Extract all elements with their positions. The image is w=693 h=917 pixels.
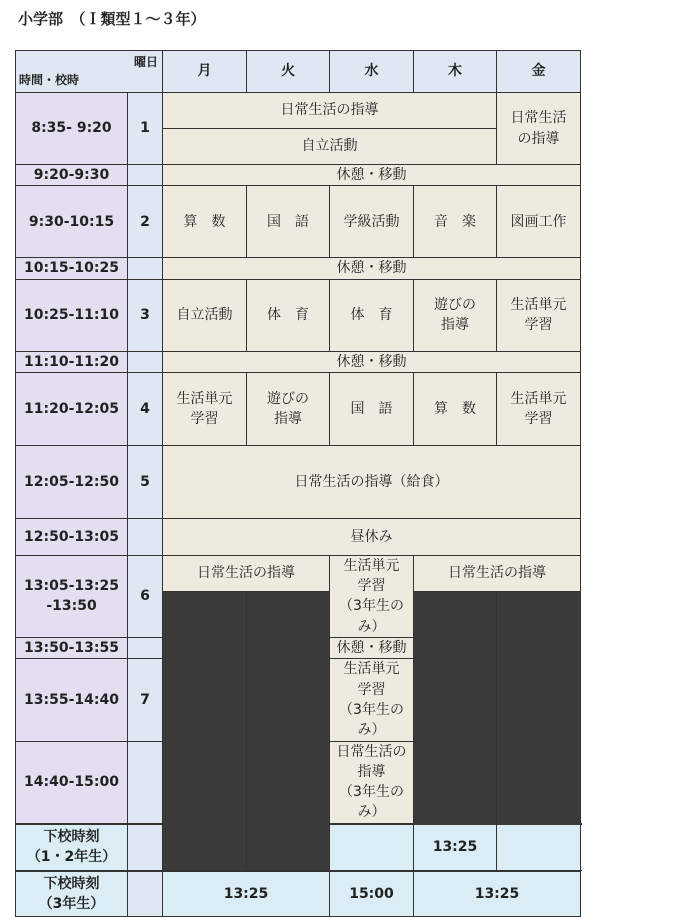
time-p2: 9:30-10:15 xyxy=(16,186,128,258)
time-p6 xyxy=(16,555,128,637)
no-class-mon xyxy=(163,591,247,870)
jikan-label: 時間・校時 xyxy=(19,72,80,87)
p6-wed xyxy=(330,555,414,637)
p1-fri xyxy=(497,93,581,165)
p8-wed xyxy=(330,741,414,824)
p3-tue: 体 育 xyxy=(247,279,330,351)
p4-mon xyxy=(163,372,247,445)
p6-thu-fri: 日常生活の指導 xyxy=(414,555,581,591)
p3-fri xyxy=(497,279,581,351)
p1-jiritsu: 自立活動 xyxy=(163,129,497,165)
time-p4: 11:20-12:05 xyxy=(16,372,128,445)
p6-wed-line3: （3年生のみ） xyxy=(339,598,404,635)
dismissal-12-line1: 下校時刻 xyxy=(43,828,100,845)
p7-wed xyxy=(330,659,414,741)
p4-mon-line1: 生活単元 xyxy=(176,390,233,407)
p4-thu: 算 数 xyxy=(414,372,497,445)
period-3: 3 xyxy=(128,279,163,351)
p4-fri-line1: 生活単元 xyxy=(510,390,567,407)
p3-thu-line2: 指導 xyxy=(441,317,469,334)
time-b2: 10:15-10:25 xyxy=(16,258,128,279)
time-p3: 10:25-11:10 xyxy=(16,279,128,351)
time-lunch: 12:50-13:05 xyxy=(16,518,128,555)
p2-mon: 算 数 xyxy=(163,186,247,258)
dismissal-3-label xyxy=(16,871,128,917)
time-b1: 9:20-9:30 xyxy=(16,165,128,186)
break-1: 休憩・移動 xyxy=(163,165,581,186)
no-class-tue xyxy=(247,591,330,870)
p6-wed-line2: 学習 xyxy=(357,578,386,595)
p4-tue xyxy=(247,372,330,445)
time-p1: 8:35- 9:20 xyxy=(16,93,128,165)
p8-wed-line2: （3年生のみ） xyxy=(339,784,404,821)
time-p8: 14:40-15:00 xyxy=(16,741,128,824)
period-2: 2 xyxy=(128,186,163,258)
p2-tue: 国 語 xyxy=(247,186,330,258)
day-header-fri: 金 xyxy=(497,51,581,93)
p4-tue-line2: 指導 xyxy=(274,410,302,427)
p3-thu xyxy=(414,279,497,351)
p4-tue-line1: 遊びの xyxy=(267,390,309,407)
p4-fri-line2: 学習 xyxy=(524,410,553,427)
period-5: 5 xyxy=(128,445,163,518)
dismissal-12-time: 13:25 xyxy=(330,824,581,871)
period-7: 7 xyxy=(128,659,163,741)
p4-mon-line2: 学習 xyxy=(190,410,219,427)
p2-fri: 図画工作 xyxy=(497,186,581,258)
time-p5: 12:05-12:50 xyxy=(16,445,128,518)
dismissal-3-line1: 下校時刻 xyxy=(43,875,100,892)
p2-thu: 音 楽 xyxy=(414,186,497,258)
time-b6: 13:50-13:55 xyxy=(16,638,128,659)
p4-wed: 国 語 xyxy=(330,372,414,445)
p3-mon: 自立活動 xyxy=(163,279,247,351)
day-header-tue: 火 xyxy=(247,51,330,93)
p1-fri-line1: 日常生活 xyxy=(510,110,567,127)
day-header-wed: 水 xyxy=(330,51,414,93)
p6-wed-line1: 生活単元 xyxy=(343,557,400,574)
p4-fri xyxy=(497,372,581,445)
p5-lunch-guidance: 日常生活の指導（給食） xyxy=(163,445,581,518)
p7-wed-line2: 学習 xyxy=(357,681,386,698)
corner-header xyxy=(16,51,163,93)
dismissal-3-thu-fri: 13:25 xyxy=(414,871,581,917)
lunch-break: 昼休み xyxy=(163,518,581,555)
p8-wed-line1: 日常生活の指導 xyxy=(336,743,407,780)
period-6: 6 xyxy=(128,555,163,637)
time-b3: 11:10-11:20 xyxy=(16,351,128,372)
yobi-label: 曜日 xyxy=(133,55,158,69)
p7-wed-line3: （3年生のみ） xyxy=(339,701,404,739)
day-header-thu: 木 xyxy=(414,51,497,93)
schedule-table xyxy=(15,50,581,917)
page-title: 小学部 （Ｉ類型１～３年） xyxy=(18,10,206,28)
p6-mon-tue: 日常生活の指導 xyxy=(163,555,330,591)
p3-fri-line1: 生活単元 xyxy=(510,296,567,313)
p3-fri-line2: 学習 xyxy=(524,317,553,334)
p7-wed-line1: 生活単元 xyxy=(343,661,400,678)
break-3: 休憩・移動 xyxy=(163,351,581,372)
break-2: 休憩・移動 xyxy=(163,258,581,279)
time-p7: 13:55-14:40 xyxy=(16,659,128,741)
p2-wed: 学級活動 xyxy=(330,186,414,258)
p3-wed: 体 育 xyxy=(330,279,414,351)
dismissal-12-line2: （1・2年生） xyxy=(26,849,117,866)
time-p6-line1: 13:05-13:25 xyxy=(24,578,119,595)
break-6-wed: 休憩・移動 xyxy=(330,638,414,659)
day-header-mon: 月 xyxy=(163,51,247,93)
dismissal-3-line2: （3年生） xyxy=(38,896,105,912)
period-4: 4 xyxy=(128,372,163,445)
dismissal-12-label xyxy=(16,824,128,871)
p1-daily-life: 日常生活の指導 xyxy=(163,93,497,129)
dismissal-3-wed: 15:00 xyxy=(330,871,414,917)
p3-thu-line1: 遊びの xyxy=(434,296,476,313)
p1-fri-line2: の指導 xyxy=(517,130,560,147)
period-1: 1 xyxy=(128,93,163,165)
dismissal-3-mon-tue: 13:25 xyxy=(163,871,330,917)
time-p6-line2: -13:50 xyxy=(46,598,97,615)
